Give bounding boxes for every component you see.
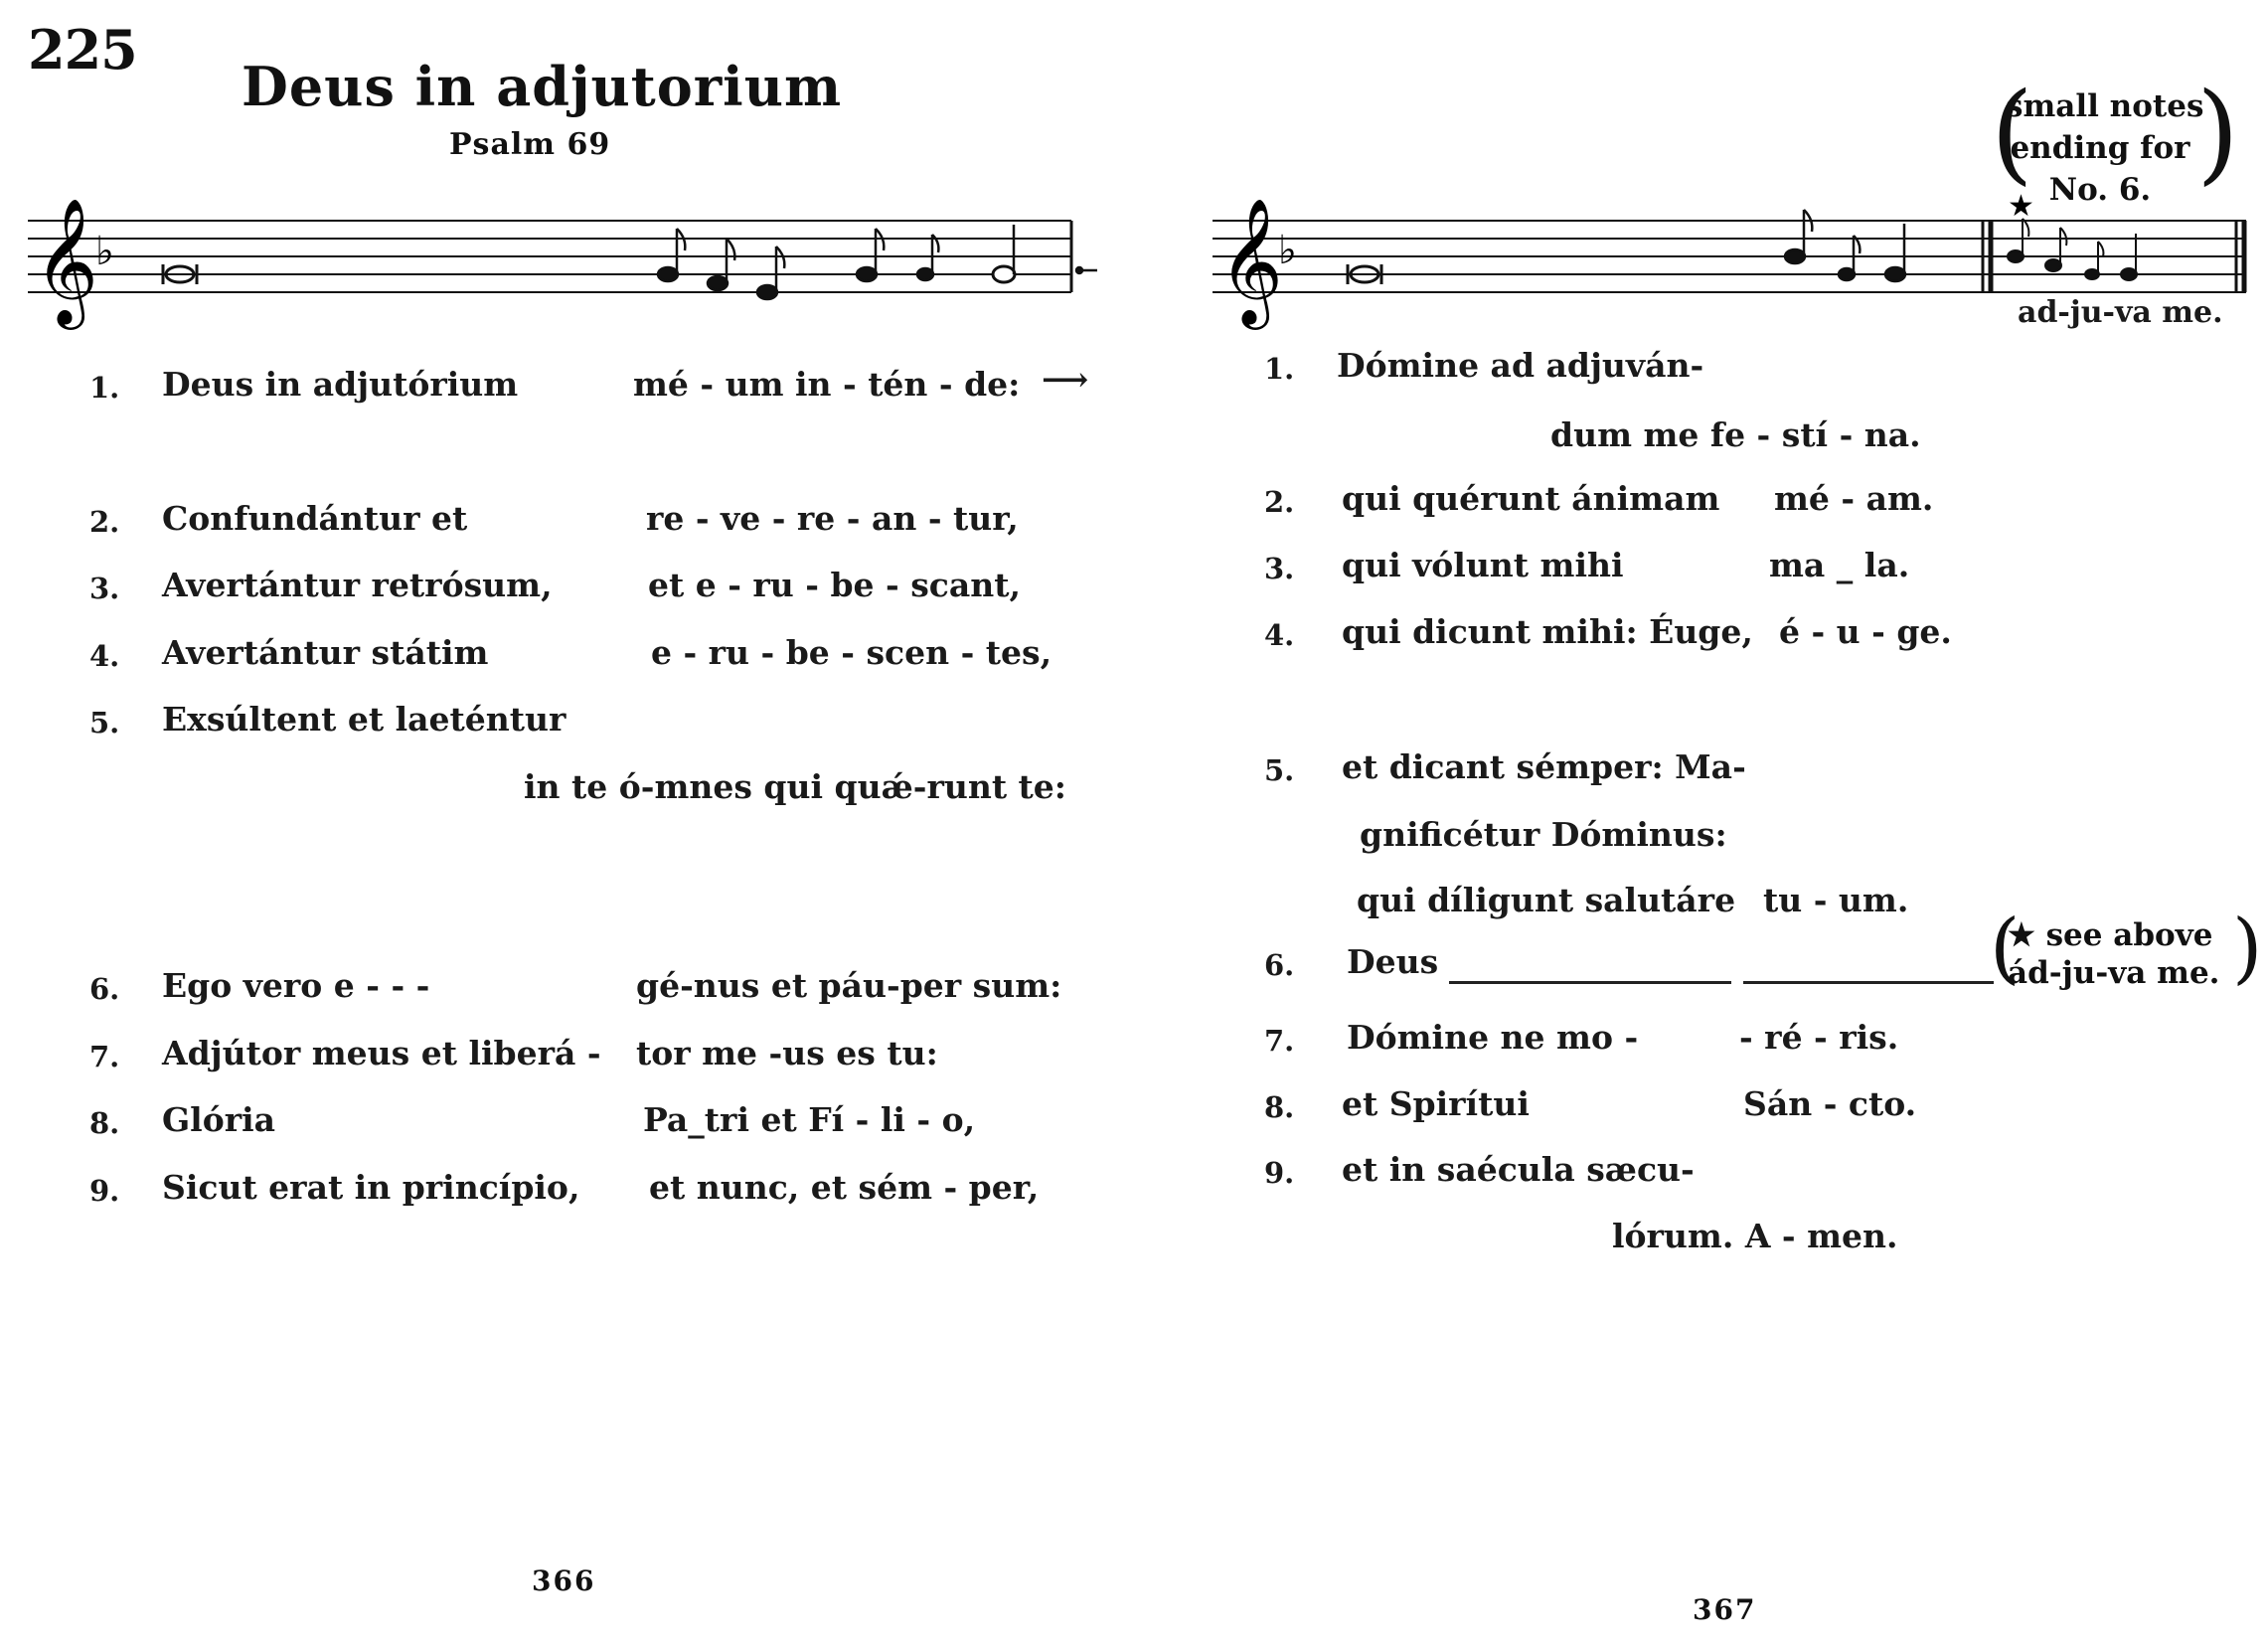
star-icon: ★: [2008, 189, 2034, 224]
verse-number: 3.: [89, 572, 120, 605]
verse-text-second-half: lórum. A - men.: [1612, 1217, 1898, 1255]
verse-text-first-half: Glória: [162, 1100, 276, 1139]
verse-number: 4.: [1264, 618, 1295, 652]
see-above-line: ád-ju-va me.: [2008, 955, 2220, 991]
small-ending-notes-icon: [2008, 219, 2137, 280]
verse-text-second-half: e - ru - be - scen - tes,: [651, 633, 1053, 672]
verse-text-first-half: Sicut erat in princípio,: [162, 1168, 580, 1207]
verse-text-first-half: qui vólunt mihi: [1342, 546, 1624, 584]
verse-number: 8.: [89, 1106, 120, 1140]
verse-text-first-half: Deus: [1347, 942, 1439, 981]
verse-text-first-half: Deus in adjutórium: [162, 365, 519, 404]
verse-text-second-half: ma _ la.: [1769, 546, 1910, 584]
verse-text-first-half: et dicant sémper: Ma-: [1342, 747, 1746, 786]
verse-number: 1.: [89, 371, 120, 405]
small-notes-line: No. 6.: [2048, 172, 2152, 208]
verse-text-first-half: Ego vero e - - -: [162, 966, 430, 1005]
verse-number: 9.: [1264, 1156, 1295, 1190]
verse-number: 8.: [1264, 1090, 1295, 1124]
verse-number: 6.: [89, 972, 120, 1006]
verse-text-first-half: qui dicunt mihi: Éuge,: [1342, 612, 1753, 651]
verse-text-second-half: dum me fe - stí - na.: [1550, 415, 1921, 454]
verse-text-first-half: qui díligunt salutáre: [1357, 881, 1736, 919]
verse-text-first-half: gnificétur Dóminus:: [1360, 815, 1727, 854]
paren-right-icon: ): [2232, 904, 2263, 993]
verse-number: 9.: [89, 1174, 120, 1208]
hymn-number: 225: [28, 18, 137, 82]
verse-text-second-half: Pa_tri et Fí - li - o,: [643, 1100, 976, 1139]
verse-number: 7.: [1264, 1024, 1295, 1058]
paren-left-icon: (: [1991, 69, 2033, 196]
blank-rule: [1743, 981, 1994, 984]
verse-text-first-half: Confundántur et: [162, 499, 468, 538]
small-notes-line: small notes: [2006, 88, 2204, 124]
verse-text-second-half: et e - ru - be - scant,: [648, 566, 1021, 604]
small-notes-line: ending for: [2010, 130, 2190, 166]
staff-lyric: ad-ju-va me.: [2018, 295, 2223, 330]
verse-number: 4.: [89, 639, 120, 673]
eighth-notes-icon: [658, 225, 1097, 299]
treble-clef-icon: 𝄞: [1218, 197, 1284, 324]
verse-text-second-half: mé - um in - tén - de:: [633, 365, 1021, 404]
verse-text-first-half: Dómine ad adjuván-: [1337, 346, 1704, 385]
see-above-line: ★ see above: [2008, 917, 2213, 953]
verse-text-second-half: et nunc, et sém - per,: [649, 1168, 1040, 1207]
verse-text-first-half: Dómine ne mo -: [1347, 1018, 1639, 1057]
flat-icon: ♭: [95, 228, 114, 274]
page-number-left: 366: [532, 1564, 596, 1597]
verse-text-second-half: tu - um.: [1763, 881, 1909, 919]
verse-text-first-half: Avertántur státim: [162, 633, 489, 672]
verse-text-second-half: é - u - ge.: [1779, 612, 1952, 651]
verse-text-second-half: gé-nus et páu-per sum:: [636, 966, 1062, 1005]
verse-number: 7.: [89, 1040, 120, 1073]
verse-text-first-half: Exsúltent et laeténtur: [162, 700, 567, 739]
verse-text-first-half: et Spirítui: [1342, 1084, 1530, 1123]
verse-number: 1.: [1264, 352, 1295, 386]
page-number-right: 367: [1693, 1593, 1757, 1626]
blank-rule: [1449, 981, 1731, 984]
verse-text-second-half: tor me -us es tu:: [636, 1034, 938, 1072]
verse-text-second-half: in te ó-mnes qui quǽ-runt te:: [524, 767, 1066, 806]
verse-text-second-half: re - ve - re - an - tur,: [646, 499, 1019, 538]
verse-text-second-half: mé - am.: [1774, 479, 1934, 518]
continuation-arrow-icon: ⟶: [1042, 360, 1089, 399]
verse-number: 5.: [1264, 753, 1295, 787]
verse-number: 2.: [1264, 485, 1295, 519]
flat-icon: ♭: [1278, 227, 1297, 273]
verse-text-first-half: qui quérunt ánimam: [1342, 479, 1720, 518]
paren-right-icon: ): [2196, 69, 2239, 196]
verse-text-second-half: Sán - cto.: [1743, 1084, 1917, 1123]
verse-text-second-half: - ré - ris.: [1739, 1018, 1899, 1057]
paren-left-icon: (: [1990, 904, 2021, 993]
page-subtitle: Psalm 69: [449, 127, 611, 162]
verse-number: 3.: [1264, 552, 1295, 585]
verse-text-first-half: Adjútor meus et liberá -: [162, 1034, 601, 1072]
see-above-note: [2008, 916, 2246, 992]
left-music-staff: [28, 199, 1101, 338]
verse-number: 2.: [89, 505, 120, 539]
treble-clef-icon: 𝄞: [34, 199, 99, 324]
verse-text-first-half: Avertántur retrósum,: [162, 566, 553, 604]
verse-text-first-half: et in saécula sæcu-: [1342, 1150, 1695, 1189]
verse-number: 6.: [1264, 948, 1295, 982]
page-title: Deus in adjutorium: [242, 55, 843, 118]
verse-number: 5.: [89, 706, 120, 740]
